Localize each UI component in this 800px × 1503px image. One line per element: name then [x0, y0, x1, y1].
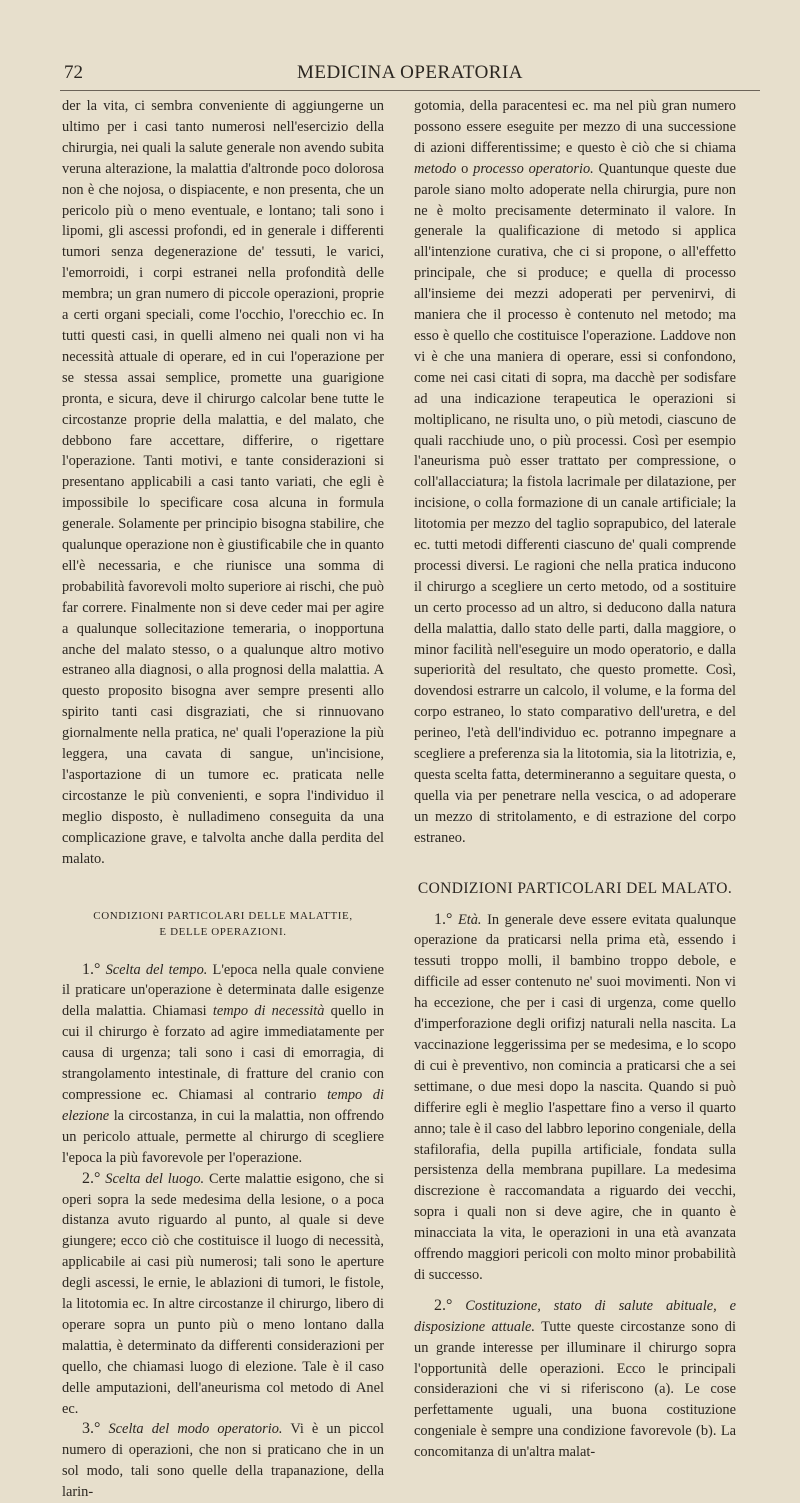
item-title: Età. [457, 911, 482, 928]
text-span: la circostanza, in cui la malattia, non offrendo un pericolo attuale, permette al chirurgo di scegliere l'epoca la più favorevole per l'operazione. [62, 1107, 384, 1166]
text-span: o [461, 160, 469, 177]
right-column [414, 96, 736, 1461]
text-span: gotomia, della paracentesi ec. ma nel più gran numero possono essere eseguite per mezzo di una successione di azioni differentissime; e questo è ciò che si chiama [414, 98, 736, 156]
left-column [62, 96, 384, 1501]
heading-line: CONDIZIONI PARTICOLARI DELLE MALATTIE, [93, 909, 353, 922]
item-title: Scelta del luogo. [105, 1170, 205, 1187]
term: tempo di elezione [62, 1086, 384, 1124]
page-header [60, 62, 760, 91]
term: metodo [414, 160, 457, 177]
text-span: Vi è un piccol numero di operazioni, che non si praticano che in un sol modo, tali sono quelle della trapanazione, della larin- [62, 1421, 384, 1501]
item-number: 3.° [82, 1420, 101, 1438]
text-span: Quantunque queste due parole siano molto adoperate nella chirurgia, pure non ne è molto precisamente determinato il valore. In generale la qualificazione di metodo si applica all'intenzione curativa, che ci si propone, o all'effetto principale, che si produce; e quella di processo all'insieme dei mezzi adoperati per pervenirvi, di maniera che il processo è contenuto nel metodo; ma esso è quello che costituisce l'operazione. Laddove non vi è che una maniera di operare, essi si confondono, come nei casi citati di sopra, ma dacchè per sodisfare ad una indicazione terapeutica le operazioni si moltiplicano, ne risulta uno, o più metodi, ciascuno de quali racchiude uno, o più processi. Così per esempio l'aneurisma può esser trattato per compressione, o coll'allacciatura; la fistola lacrimale per dilatazione, per incisione, o colla formazione di un canale artificiale; la litotomia per mezzo del taglio soprapubico, del laterale ec. tutti metodi differenti ciascuno de' quali comprende processi diversi. Le ragioni che nella pratica inducono il chirurgo a scegliere un certo metodo, od a sostituire un certo processo ad un altro, si deducono dalla natura della malattia, dallo stato delle parti, dalla maggiore, o minor facilità nell'eseguire un modo operatorio, e dalla superiorità del resultato, che questo promette. Così, dovendosi estrarre un calcolo, il volume, e la forma del corpo estraneo, lo stato comparativo dell'uretra, e del perineo, l'età dell'individuo ec. potranno impegnare a scegliere a preferenza sia la litotomia, sia la litotrizia, e, questa scelta fatta, determineranno a seguitare questa, o quella via per penetrare nella vescica, o ad adoperare un mezzo di stritolamento, e di estrazione del corpo estraneo. [414, 160, 736, 846]
item-number: 1.° [82, 960, 101, 978]
item-number: 1.° [434, 910, 453, 928]
text-span: quello in cui il chirurgo è forzato ad agire immediatamente per causa di urgenza; tali sono i casi di emorragia, di strangolamento intestinale, di fratture del cranio con compressione ec. Chiamasi al contrario [62, 1003, 384, 1103]
text-span: Tutte queste circostanze sono di un grande interesse per illuminare il chirurgo sopra l'opportunità delle operazioni. Ecco le principali considerazioni che vi si riferiscono (a). Le cose perfettamente uguali, una buona costituzione congeniale è sempre una condizione favorevole (b). La concomitanza di un'altra malat- [414, 1318, 736, 1461]
item-title: Costituzione, stato di salute abituale, e disposizione attuale. [414, 1297, 736, 1335]
section-heading-patient-conditions: CONDIZIONI PARTICOLARI DEL MALATO. [417, 879, 733, 897]
text-span: In generale deve essere evitata qualunque operazione da praticarsi nella prima età, essendo i tessuti troppo molli, il bambino troppo debole, e difficile ad esser contenuto ne' suoi movimenti. Non vi ha eccezione, che per i casi di urgenza, come quello d'imperforazione degli orifizj naturali nella nascita. La vaccinazione leggerissima per se medesima, e lo scopo di cui è preventivo, non comincia a praticarsi che a sei settimane, o due mesi dopo la nascita. Quando si può differire egli è meglio l'aspettare fino a verso il quarto anno; tale è il caso del labbro leporino congeniale, della stafilorafia, della pupilla artificiale, fondata sulla persistenza della membrana pupillare. La medesima discrezione è raccomandata a riguardo dei vecchi, sopra i quali non si deve agire, che in quanto è minacciata la vita, le operazioni in una età avanzata offrendo maggiori pericoli con molto minor probabilità di successo. [414, 911, 736, 1283]
paragraph-constitution [414, 1296, 736, 1463]
item-number: 2.° [82, 1169, 101, 1187]
section-heading-diseases-operations [62, 908, 384, 940]
heading-line: E DELLE OPERAZIONI. [159, 925, 287, 938]
paragraph-age [414, 910, 736, 1286]
term: processo operatorio. [473, 160, 594, 177]
item-title: Scelta del modo operatorio. [108, 1421, 283, 1438]
text-span: Certe malattie esigono, che si operi sopra la sede medesima della lesione, o a poca distanza avuto riguardo al punto, al quale si deve giungere; ecco ciò che costituisce il luogo di necessità, applicabile ai casi più numerosi; tali sono le aperture degli ascessi, le ernie, le ablazioni di tumori, le fistole, la litotomia ec. In altre circostanze il chirurgo, libero di operare sopra un punto più o meno lontano dalla malattia, è determinato da differenti considerazioni per quello, che chiamasi luogo di elezione. Tale è il caso delle amputazioni, dell'aneurisma col metodo di Anel ec. [62, 1170, 384, 1417]
text-span: L'epoca nella quale conviene il praticare un'operazione è determinata dalle esigenze della malattia. Chiamasi [62, 961, 384, 1020]
continued-paragraph: der la vita, ci sembra conveniente di aggiungerne un ultimo per i casi tanto numerosi nell'esercizio della chirurgia, nei quali la salute generale non avendo subita veruna alterazione, la malattia d'altronde poco dolorosa non è che nojosa, o dispiacente, e non presenta, che un pericolo più o meno eventuale, e lontano; tali sono i lipomi, gli ascessi profondi, ed in generale i differenti tumori senza degenerazione de' tessuti, le varici, l'emorroidi, i corpi estranei nella profondità delle membra; un gran numero di piccole operazioni, proprie a certi organi speciali, come l'occhio, l'orecchio ec. In tutti questi casi, in quelli almeno nei quali non vi ha necessità attuale di operare, ed in cui l'operazione per se stessa assai semplice, promette una guarigione pronta, e sicura, deve il chirurgo calcolar bene tutte le circostanze proprie della malattia, e del malato, che debbono fare accettare, differire, o rigettare l'operazione. Tanti motivi, e tante considerazioni si presentano applicabili a casi tanto variati, che egli è impossibile lo specificare cosa alcuna in formula generale. Solamente per principio bisogna stabilire, che qualunque operazione non è giustificabile che in quanto ell'è necessaria, e che riunisce una somma di probabilità favorevoli molto superiore ai rischi, che può far correre. Finalmente non si deve ceder mai per agire a qualunque sollecitazione temeraria, o inopportuna anche del malato stesso, o a qualunque altro motivo estraneo alla diagnosi, o alla prognosi della malattia. A questo proposito bisogna aver sempre presenti allo spirito tanti casi disgraziati, che si rinnuovano giornalmente nella pratica, ne' quali l'operazione la più leggera, una cavata di sangue, un'incisione, l'asportazione di un tumore ec. praticata nelle circostanze le più convenienti, e sopra l'individuo il meglio disposto, è nulladimeno conseguita da una complicazione grave, e talvolta anche dalla perdita del malato. [62, 98, 384, 867]
paragraph-choice-of-place [62, 1169, 384, 1420]
paragraph-choice-of-method [62, 1419, 384, 1503]
running-title: MEDICINA OPERATORIA [296, 62, 524, 83]
item-number: 2.° [434, 1296, 453, 1314]
paragraph-choice-of-time [62, 960, 384, 1169]
term: tempo di necessità [212, 1003, 325, 1020]
page-number: 72 [64, 62, 83, 83]
item-title: Scelta del tempo. [105, 961, 208, 978]
continued-paragraph [414, 96, 736, 849]
